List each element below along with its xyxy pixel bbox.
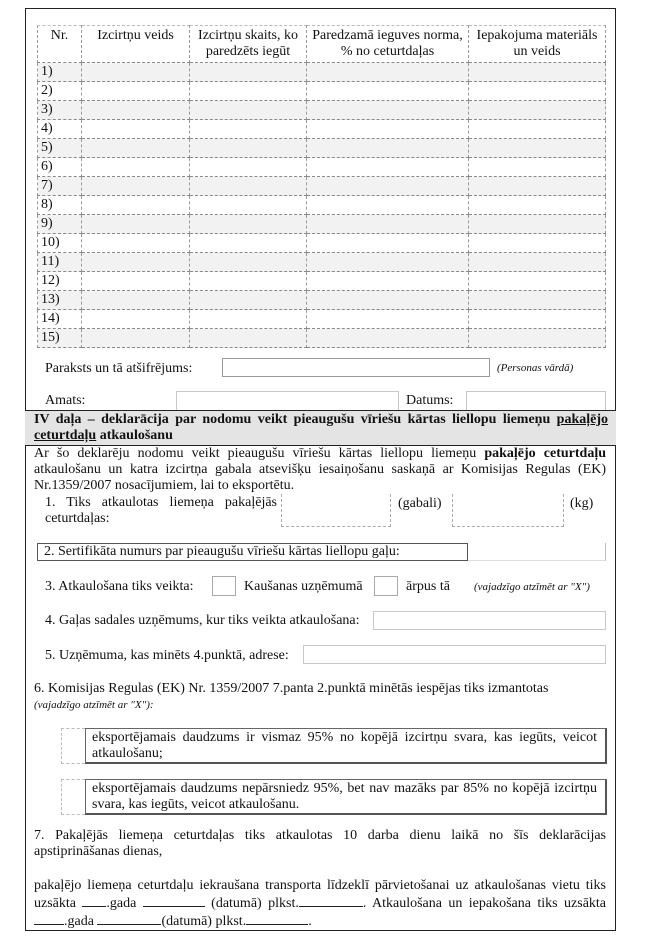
signature-field[interactable] — [222, 358, 490, 377]
item6-option2-label: eksportējamais daudzums nepārsniedz 95%, bet nav mazāks par 85% no kopējā izcirtņu svara, kas iegūts, veicot atkaulošanu. — [85, 779, 607, 815]
cut-type-cell[interactable] — [82, 177, 190, 196]
table-row — [38, 139, 606, 158]
cut-count-cell[interactable] — [190, 196, 307, 215]
loading-text: pakaļējo liemeņa ceturtdaļu iekraušana transporta līdzeklī pārvietošanai uz atkaulošanas vietu tiks uzsākta — [34, 878, 606, 911]
row-number: 3) — [38, 101, 82, 120]
item5-field[interactable] — [303, 645, 606, 664]
position-field[interactable] — [176, 391, 399, 410]
row-number: 8) — [38, 196, 82, 215]
date-label: Datums: — [406, 393, 454, 408]
header-nr: Nr. — [38, 26, 82, 63]
cut-type-cell[interactable] — [82, 63, 190, 82]
row-number: 6) — [38, 158, 82, 177]
cut-type-cell[interactable] — [82, 196, 190, 215]
item1-kg-field[interactable] — [452, 494, 564, 527]
yield-rate-cell[interactable] — [307, 272, 469, 291]
packaging-cell[interactable] — [469, 101, 606, 120]
item3-option2-label: ārpus tā — [406, 579, 450, 594]
yield-rate-cell[interactable] — [307, 291, 469, 310]
cut-count-cell[interactable] — [190, 272, 307, 291]
intro-bold-text: pakaļējo ceturtdaļu — [484, 446, 606, 461]
header-packaging: Iepakojuma materiāls un veids — [469, 26, 606, 63]
table-row — [38, 177, 606, 196]
cut-count-cell[interactable] — [190, 291, 307, 310]
intro-text-2: atkaulošanu un katra izcirtņa gabala atsevišķu iesaiņošanu saskaņā ar Komisijas Regulas (EK) Nr.1359/2007 nosacījumiem, lai to eksportētu. — [34, 462, 606, 493]
table-row — [38, 101, 606, 120]
item3-note: (vajadzīgo atzīmēt ar "X") — [474, 581, 590, 593]
gada-label-1: .gada — [106, 896, 143, 911]
item1-kg-unit: (kg) — [570, 496, 594, 511]
section-iv-title-underlined-1: pakaļējo — [556, 412, 608, 427]
table-row — [38, 329, 606, 348]
yield-rate-cell[interactable] — [307, 158, 469, 177]
gada-label-2: .gada — [64, 914, 98, 929]
date-blank-1[interactable] — [143, 894, 205, 907]
yield-rate-cell[interactable] — [307, 215, 469, 234]
cut-count-cell[interactable] — [190, 82, 307, 101]
cut-count-cell[interactable] — [190, 177, 307, 196]
row-number: 11) — [38, 253, 82, 272]
item3-outside-checkbox[interactable] — [374, 576, 398, 596]
datuma-label-1: (datumā) plkst. — [204, 896, 299, 911]
table-row — [38, 63, 606, 82]
yield-rate-cell[interactable] — [307, 82, 469, 101]
cut-count-cell[interactable] — [190, 101, 307, 120]
cut-count-cell[interactable] — [190, 139, 307, 158]
yield-rate-cell[interactable] — [307, 329, 469, 348]
table-row — [38, 120, 606, 139]
section-iv-intro — [34, 446, 606, 494]
item4-label: 4. Gaļas sadales uzņēmums, kur tiks veikta atkaulošana: — [45, 613, 360, 628]
cut-count-cell[interactable] — [190, 63, 307, 82]
packaging-cell[interactable] — [469, 158, 606, 177]
packaging-cell[interactable] — [469, 234, 606, 253]
signature-label: Paraksts un tā atšifrējums: — [45, 361, 193, 376]
item1-pieces-unit: (gabali) — [398, 496, 442, 511]
cut-type-cell[interactable] — [82, 329, 190, 348]
table-row — [38, 253, 606, 272]
cut-count-cell[interactable] — [190, 329, 307, 348]
item5-label: 5. Uzņēmuma, kas minēts 4.punktā, adrese: — [45, 648, 289, 663]
row-number: 13) — [38, 291, 82, 310]
packaging-cell[interactable] — [469, 215, 606, 234]
item7-text: 7. Pakaļējās liemeņa ceturtdaļas tiks atkaulotas 10 darba dienu laikā no šīs deklarācijas apstiprināšanas dienas, — [34, 828, 606, 859]
row-number: 2) — [38, 82, 82, 101]
item4-field[interactable] — [373, 611, 606, 630]
yield-rate-cell[interactable] — [307, 101, 469, 120]
yield-rate-cell[interactable] — [307, 177, 469, 196]
intro-text-1: Ar šo deklarēju nodomu veikt pieaugušu vīriešu kārtas liellopu liemeņu — [34, 446, 485, 461]
year-blank-2[interactable] — [34, 912, 64, 925]
section-iv-title-text: IV daļa – deklarācija par nodomu veikt pieaugušu vīriešu kārtas liellopu liemeņu — [34, 412, 557, 427]
header-yield-rate: Paredzamā ieguves norma, % no ceturtdaļas — [307, 26, 469, 63]
item2-certificate-field[interactable] — [468, 543, 606, 561]
yield-rate-cell[interactable] — [307, 253, 469, 272]
row-number: 7) — [38, 177, 82, 196]
item3-option1-label: Kaušanas uzņēmumā — [244, 579, 363, 594]
table-row — [38, 215, 606, 234]
cut-type-cell[interactable] — [82, 310, 190, 329]
yield-rate-cell[interactable] — [307, 234, 469, 253]
packaging-cell[interactable] — [469, 120, 606, 139]
table-row — [38, 234, 606, 253]
packaging-cell[interactable] — [469, 291, 606, 310]
section-iv-title-end: atkaulošanu — [96, 428, 173, 443]
cut-type-cell[interactable] — [82, 272, 190, 291]
packaging-cell[interactable] — [469, 253, 606, 272]
cut-count-cell[interactable] — [190, 120, 307, 139]
item6-option2-checkbox[interactable] — [61, 779, 85, 815]
item3-slaughterhouse-checkbox[interactable] — [212, 576, 236, 596]
row-number: 10) — [38, 234, 82, 253]
row-number: 14) — [38, 310, 82, 329]
item2-label: 2. Sertifikāta numurs par pieaugušu vīriešu kārtas liellopu gaļu: — [37, 543, 468, 561]
row-number: 9) — [38, 215, 82, 234]
datuma-label-2: (datumā) plkst. — [161, 914, 247, 929]
cut-type-cell[interactable] — [82, 139, 190, 158]
item6-note: (vajadzīgo atzīmēt ar "X"): — [34, 699, 154, 711]
table-row — [38, 158, 606, 177]
table-row — [38, 291, 606, 310]
cut-type-cell[interactable] — [82, 291, 190, 310]
mid-text: . Atkaulošana un iepakošana tiks uzsākta — [362, 896, 607, 911]
row-number: 5) — [38, 139, 82, 158]
cut-type-cell[interactable] — [82, 234, 190, 253]
yield-rate-cell[interactable] — [307, 120, 469, 139]
table-row — [38, 82, 606, 101]
packaging-cell[interactable] — [469, 196, 606, 215]
packaging-cell[interactable] — [469, 329, 606, 348]
yield-rate-cell[interactable] — [307, 139, 469, 158]
yield-rate-cell[interactable] — [307, 310, 469, 329]
item6-option1-checkbox[interactable] — [61, 728, 85, 764]
row-number: 4) — [38, 120, 82, 139]
section-iv-title-underlined-2: ceturtdaļu — [34, 428, 97, 443]
row-number: 1) — [38, 63, 82, 82]
cuts-table — [37, 25, 606, 348]
date-field[interactable] — [466, 391, 606, 410]
time-blank-1[interactable] — [299, 894, 363, 907]
signature-note: (Personas vārdā) — [497, 362, 574, 374]
end-period: . — [308, 914, 312, 929]
position-label: Amats: — [45, 393, 86, 408]
table-row — [38, 272, 606, 291]
cut-type-cell[interactable] — [82, 82, 190, 101]
packaging-cell[interactable] — [469, 139, 606, 158]
item6-option1-label: eksportējamais daudzums ir vismaz 95% no kopējā izcirtņu svara, kas iegūts, veicot atkaulošanu; — [85, 728, 607, 764]
cut-count-cell[interactable] — [190, 215, 307, 234]
table-row — [38, 310, 606, 329]
packaging-cell[interactable] — [469, 82, 606, 101]
item7-loading-text — [34, 878, 606, 930]
yield-rate-cell[interactable] — [307, 196, 469, 215]
row-number: 15) — [38, 329, 82, 348]
item3-label: 3. Atkaulošana tiks veikta: — [45, 579, 194, 594]
cut-type-cell[interactable] — [82, 120, 190, 139]
cut-type-cell[interactable] — [82, 215, 190, 234]
item1-label: 1. Tiks atkaulotas liemeņa pakaļējās ceturtdaļas: — [45, 495, 277, 526]
cut-type-cell[interactable] — [82, 253, 190, 272]
cut-type-cell[interactable] — [82, 158, 190, 177]
packaging-cell[interactable] — [469, 63, 606, 82]
packaging-cell[interactable] — [469, 177, 606, 196]
row-number: 12) — [38, 272, 82, 291]
item6-text — [34, 681, 606, 713]
packaging-cell[interactable] — [469, 310, 606, 329]
date-blank-2[interactable] — [97, 912, 161, 925]
table-row — [38, 196, 606, 215]
item6-option-1 — [61, 728, 607, 764]
header-cut-count: Izcirtņu skaits, ko paredzēts iegūt — [190, 26, 307, 63]
year-blank-1[interactable] — [82, 894, 106, 907]
cut-type-cell[interactable] — [82, 101, 190, 120]
table-header-row — [38, 26, 606, 63]
item1-pieces-field[interactable] — [281, 494, 391, 527]
header-cut-type: Izcirtņu veids — [82, 26, 190, 63]
item6-label: 6. Komisijas Regulas (EK) Nr. 1359/2007 7.panta 2.punktā minētās iespējas tiks izmantotas — [34, 681, 549, 696]
packaging-cell[interactable] — [469, 272, 606, 291]
time-blank-2[interactable] — [246, 912, 308, 925]
cut-count-cell[interactable] — [190, 234, 307, 253]
yield-rate-cell[interactable] — [307, 63, 469, 82]
item6-option-2 — [61, 779, 607, 815]
cut-count-cell[interactable] — [190, 158, 307, 177]
section-iv-title — [25, 410, 616, 446]
cut-count-cell[interactable] — [190, 310, 307, 329]
cut-count-cell[interactable] — [190, 253, 307, 272]
